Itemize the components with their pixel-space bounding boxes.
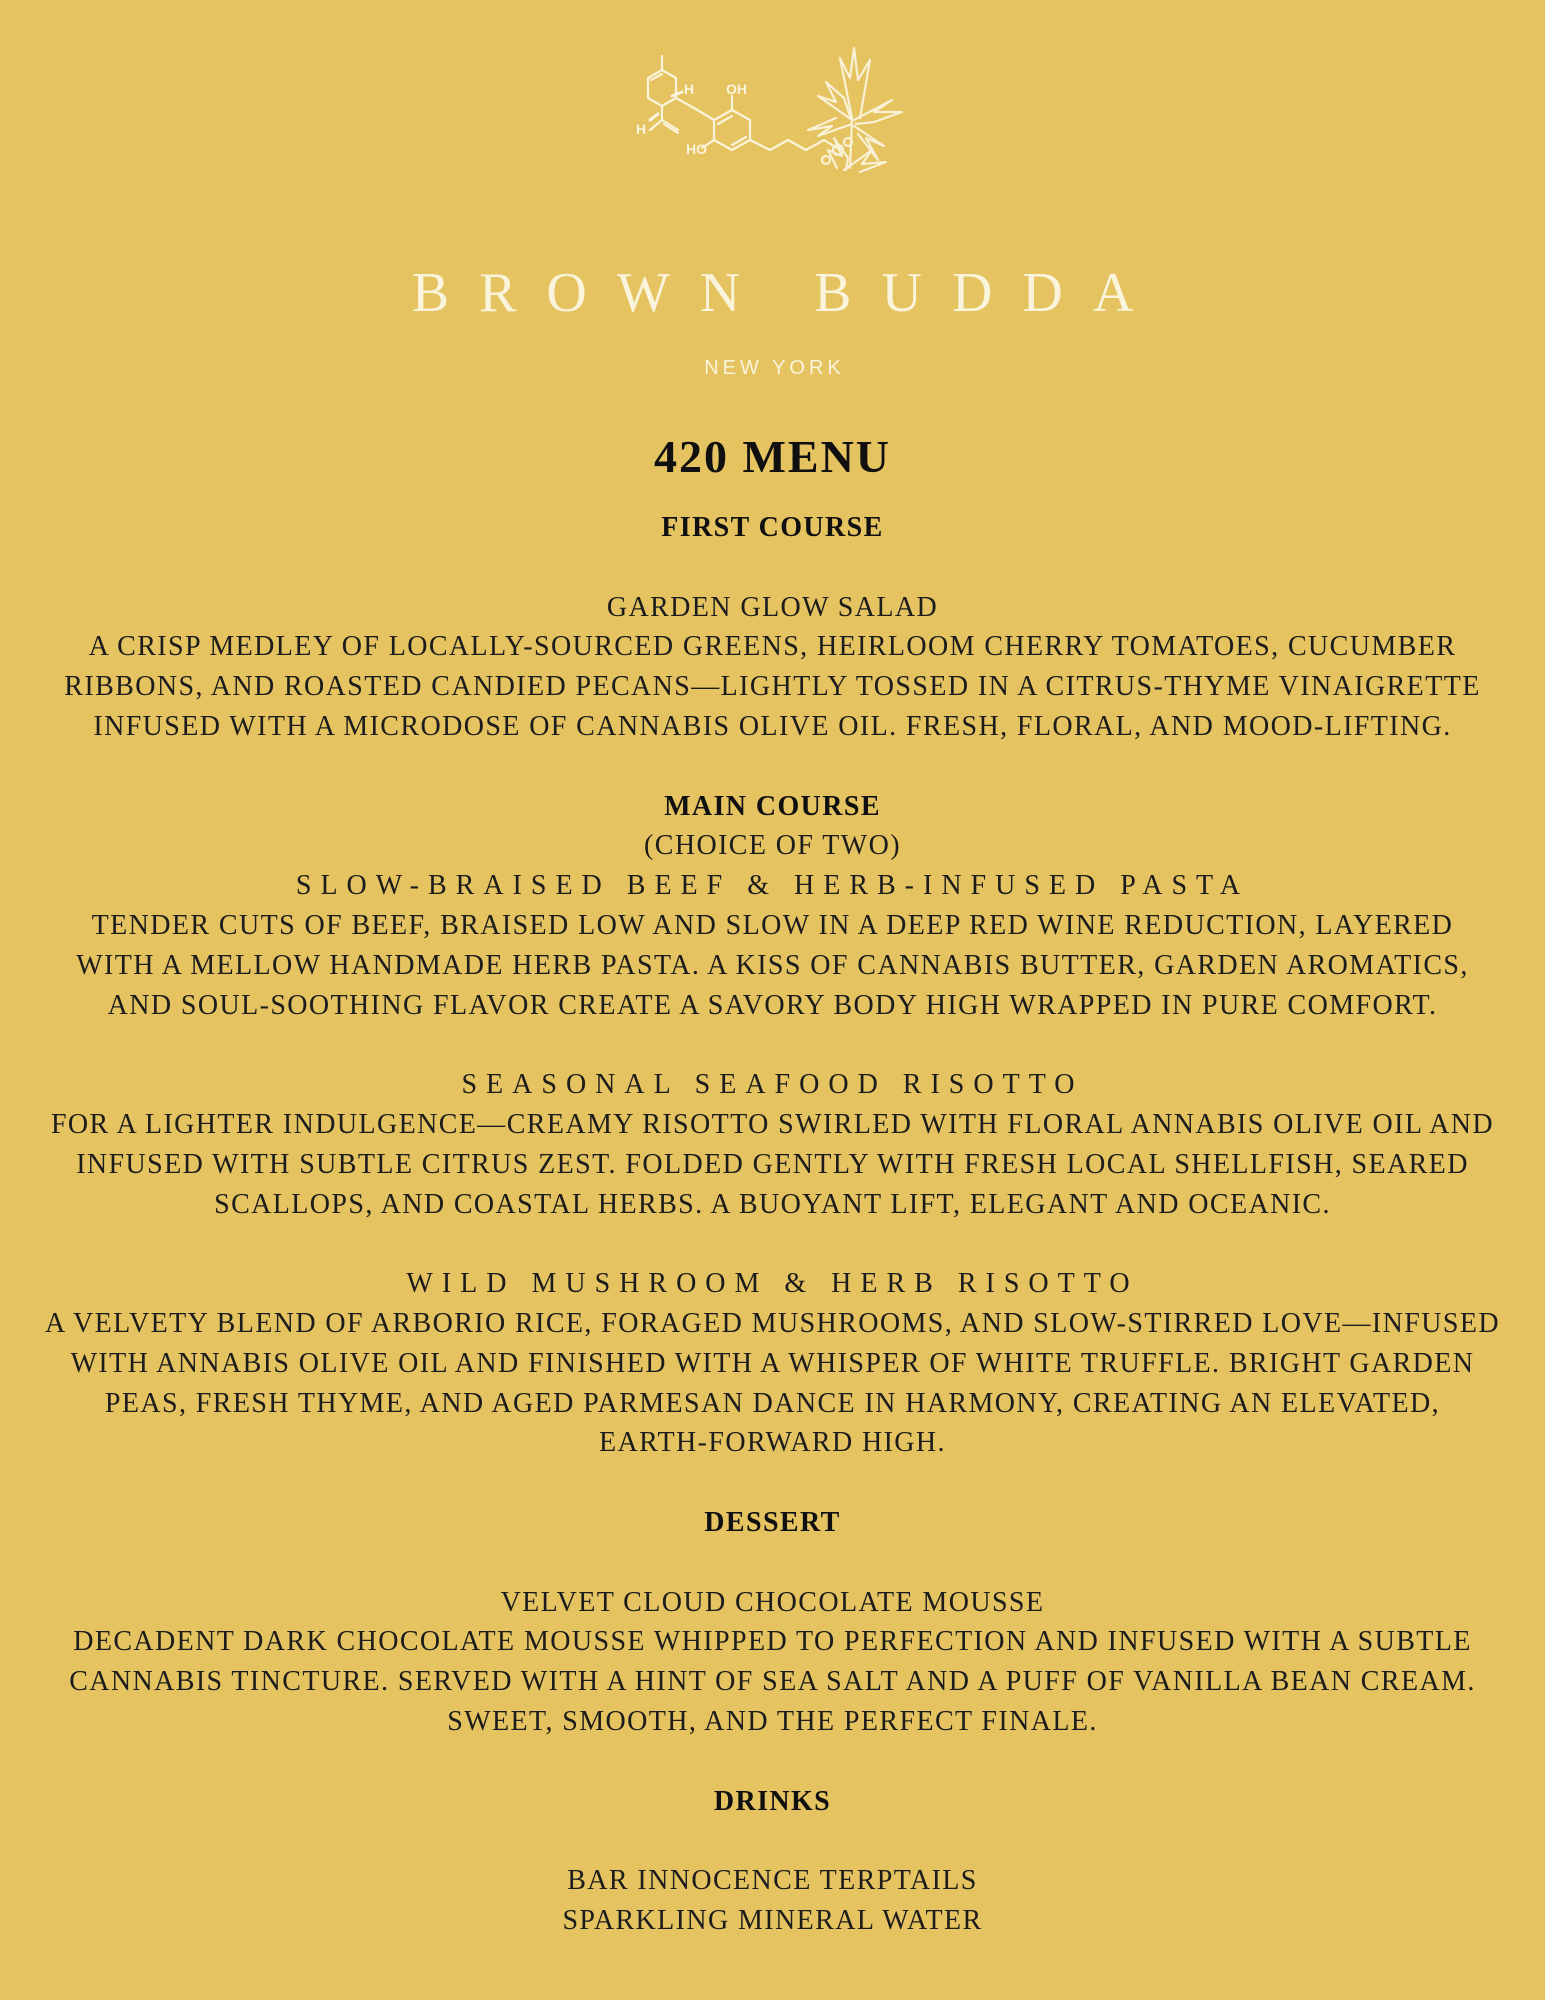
menu-title: 420 MENU [653, 431, 892, 482]
dish-description: DECADENT DARK CHOCOLATE MOUSSE WHIPPED TO PERFECTION AND INFUSED WITH A SUBTLE CANNABIS TINCTURE. SERVED WITH A HINT OF SEA SALT AND A PUFF OF VANILLA BEAN CREAM. SWEET, SMOOTH, AND THE PERFECT FINALE. [69, 1626, 1476, 1737]
first-course-heading: FIRST COURSE [661, 512, 884, 543]
brand-name: BROWN BUDDA [411, 262, 1164, 324]
molecule-label-ho: HO [686, 141, 707, 157]
dish-description: A VELVETY BLEND OF ARBORIO RICE, FORAGED MUSHROOMS, AND SLOW-STIRRED LOVE—INFUSED WITH ANNABIS OLIVE OIL AND FINISHED WITH A WHISPER OF WHITE TRUFFLE. BRIGHT GARDEN PEAS, FRESH THYME, AND AGED PARMESAN DANCE IN HARMONY, CREATING AN ELEVATED, EARTH-FORWARD HIGH. [45, 1307, 1500, 1459]
dish-name: SEASONAL SEAFOOD RISOTTO [461, 1069, 1084, 1101]
dish-name: WILD MUSHROOM & HERB RISOTTO [406, 1268, 1139, 1300]
dish-description: FOR A LIGHTER INDULGENCE—CREAMY RISOTTO SWIRLED WITH FLORAL ANNABIS OLIVE OIL AND INFUSED WITH SUBTLE CITRUS ZEST. FOLDED GENTLY WITH FRESH LOCAL SHELLFISH, SEARED SCALLOPS, AND COASTAL HERBS. A BUOYANT LIFT, ELEGANT AND OCEANIC. [50, 1108, 1495, 1220]
main-course-heading: MAIN COURSE [664, 790, 881, 822]
dish-name: VELVET CLOUD CHOCOLATE MOUSSE [500, 1586, 1045, 1618]
drink-item: BAR INNOCENCE TERPTAILS [567, 1865, 978, 1897]
cannabinoid-molecule-with-leaf-icon [622, 38, 922, 218]
dessert-heading: DESSERT [704, 1506, 841, 1538]
brand-city: NEW YORK [704, 357, 845, 379]
dish-description: TENDER CUTS OF BEEF, BRAISED LOW AND SLOW IN A DEEP RED WINE REDUCTION, LAYERED WITH A MELLOW HANDMADE HERB PASTA. A KISS OF CANNABIS BUTTER, GARDEN AROMATICS, AND SOUL-SOOTHING FLAVOR CREATE A SAVORY BODY HIGH WRAPPED IN PURE COMFORT. [76, 909, 1469, 1021]
dish-name: SLOW-BRAISED BEEF & HERB-INFUSED PASTA [295, 870, 1250, 902]
molecule-label-h-top: H [684, 81, 695, 97]
molecule-label-h-left: H [636, 121, 647, 137]
dish-description: A CRISP MEDLEY OF LOCALLY-SOURCED GREENS, HEIRLOOM CHERRY TOMATOES, CUCUMBER RIBBONS, AND ROASTED CANDIED PECANS—LIGHTLY TOSSED IN A CITRUS-THYME VINAIGRETTE INFUSED WITH A MICRODOSE OF CANNABIS OLIVE OIL. FRESH, FLORAL, AND MOOD-LIFTING. [64, 631, 1481, 742]
menu-content [0, 508, 1545, 1941]
drinks-heading: DRINKS [713, 1785, 832, 1817]
drink-item: SPARKLING MINERAL WATER [562, 1904, 983, 1936]
dish-name: GARDEN GLOW SALAD [606, 591, 939, 623]
molecule-label-oh: OH [726, 81, 747, 97]
main-course-note: (CHOICE OF TWO) [644, 830, 901, 862]
